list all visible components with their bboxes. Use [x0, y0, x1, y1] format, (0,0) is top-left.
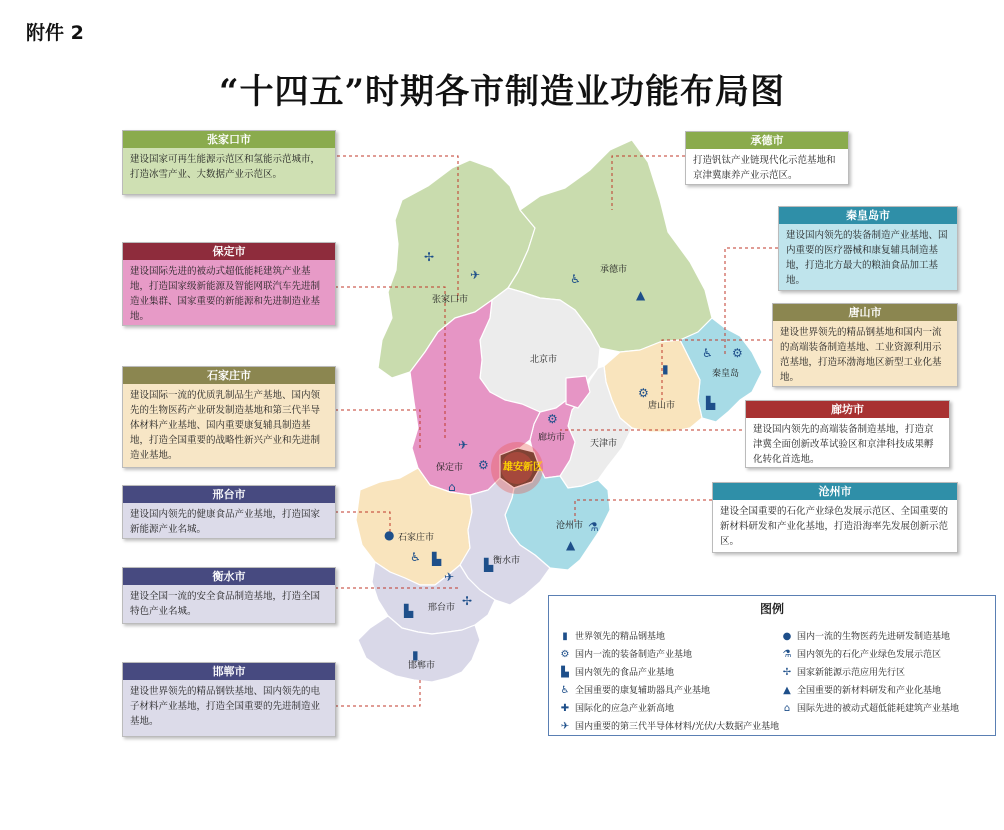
legend-label: 全国重要的新材料研发和产业化基地 [797, 686, 942, 696]
factory-icon: ▙ [404, 604, 414, 618]
wind-turbine-icon: ✢ [424, 250, 435, 264]
wheelchair-icon: ♿ [570, 272, 581, 286]
box-text: 建设国内领先的健康食品产业基地，打造国家新能源产业名城。 [130, 509, 321, 535]
satellite-icon: ✈ [560, 721, 570, 732]
satellite-icon: ✈ [470, 268, 481, 282]
house-icon: ⌂ [448, 480, 456, 494]
legend-item [781, 683, 941, 696]
legend-label: 全国重要的康复辅助器具产业基地 [575, 686, 711, 696]
box-header: 沧州市 [713, 483, 957, 500]
box-text: 建设世界领先的精品钢基地和国内一流的高端装备制造基地、工业资源利用示范基地，打造环渤海地区新型工业化基地。 [780, 327, 942, 383]
legend-item [559, 665, 674, 678]
legend-item [781, 647, 941, 660]
satellite-icon: ✈ [444, 570, 455, 584]
material-icon: ▲ [636, 288, 646, 302]
gear-icon: ⚙ [478, 458, 489, 472]
steel-icon: ▮ [412, 648, 419, 662]
box-header: 唐山市 [773, 304, 957, 321]
map-label-xiongan: 雄安新区 [503, 462, 543, 473]
map-label-xingtai: 邢台市 [428, 603, 456, 613]
attachment-label: 附件 2 [26, 22, 84, 44]
info-box-xingtai [122, 485, 336, 539]
legend-item [559, 629, 665, 642]
box-header: 廊坊市 [746, 401, 949, 418]
box-header: 衡水市 [123, 568, 335, 585]
legend-title: 图例 [759, 602, 784, 616]
emergency-icon: ✚ [560, 703, 570, 714]
map-label-langfang: 廊坊市 [538, 433, 566, 443]
box-text: 建设国内领先的高端装备制造基地，打造京津冀全面创新改革试验区和京津科技成果孵化转化首选地。 [753, 424, 934, 465]
box-header: 秦皇岛市 [779, 207, 957, 224]
legend-label: 国内领先的食品产业基地 [575, 668, 675, 678]
map-label-handan: 邯郸市 [408, 661, 436, 671]
box-text: 建设世界领先的精品钢铁基地、国内领先的电子材料产业基地，打造全国重要的先进制造业基地。 [130, 686, 321, 727]
wheelchair-icon: ♿ [410, 550, 421, 564]
factory-icon: ▙ [706, 396, 716, 410]
info-box-chengde [685, 131, 849, 185]
map-label-qinhuangdao: 秦皇岛 [712, 369, 740, 379]
info-box-shijiazhuang [122, 366, 336, 468]
box-text: 建设全国一流的安全食品制造基地，打造全国特色产业名城。 [130, 591, 321, 617]
legend-label: 世界领先的精品钢基地 [575, 632, 666, 642]
info-box-baoding [122, 242, 336, 326]
wheelchair-icon: ♿ [702, 346, 713, 360]
steel-icon: ▮ [662, 362, 669, 376]
legend-item [559, 647, 692, 660]
flask-icon: ⚗ [588, 520, 599, 534]
legend-item [559, 683, 710, 696]
house-icon: ⌂ [783, 703, 791, 714]
info-box-tangshan [772, 303, 958, 387]
legend-item [781, 629, 950, 642]
flask-icon: ⚗ [782, 649, 792, 660]
gear-icon: ⚙ [560, 649, 570, 660]
box-text: 建设国家可再生能源示范区和氢能示范城市，打造冰雪产业、大数据产业示范区。 [130, 154, 321, 180]
legend-label: 国内一流的生物医药先进研发制造基地 [797, 632, 951, 642]
map-legend [548, 595, 996, 736]
box-text: 打造钒钛产业链现代化示范基地和京津冀康养产业示范区。 [693, 155, 836, 181]
map-label-tangshan: 唐山市 [648, 401, 676, 411]
info-box-langfang [745, 400, 950, 468]
material-icon: ▲ [566, 538, 576, 552]
map-label-beijing: 北京市 [530, 355, 558, 365]
wheelchair-icon: ♿ [560, 685, 570, 696]
legend-label: 国家新能源示范应用先行区 [797, 668, 906, 678]
wind-turbine-icon: ✢ [462, 594, 473, 608]
box-text: 建设全国重要的石化产业绿色发展示范区、全国重要的新材料研发和产业化基地，打造沿海率先发展创新示范区。 [720, 506, 949, 547]
box-header: 承德市 [686, 132, 848, 149]
factory-icon: ▙ [432, 552, 442, 566]
legend-item [781, 665, 905, 678]
legend-item [781, 701, 959, 714]
map-label-baoding: 保定市 [436, 463, 464, 473]
steel-icon: ▮ [562, 631, 568, 642]
map-label-zhangjiakou: 张家口市 [432, 295, 469, 305]
gear-icon: ⚙ [547, 412, 558, 426]
info-box-qinhuangdao [778, 206, 958, 291]
box-header: 石家庄市 [123, 367, 335, 384]
legend-label: 国际先进的被动式超低能耗建筑产业基地 [797, 704, 960, 714]
info-box-zhangjiakou [122, 130, 336, 195]
info-box-handan [122, 662, 336, 737]
biomed-icon: ● [782, 631, 792, 642]
box-text: 建设国际一流的优质乳制品生产基地、国内领先的生物医药产业研发制造基地和第三代半导体材料产业基地、国内重要康复辅具制造基地，打造全国重要的战略性新兴产业和先进制造业基地。 [130, 390, 321, 461]
map-label-tianjin: 天津市 [590, 439, 618, 449]
map-label-hengshui: 衡水市 [493, 556, 521, 566]
map-label-shijiazhuang: 石家庄市 [398, 533, 435, 543]
legend-item [559, 719, 779, 732]
box-text: 建设国际先进的被动式超低能耗建筑产业基地，打造国家级新能源及智能网联汽车先进制造业集群、国家重要的新能源和先进制造业基地。 [130, 266, 321, 322]
legend-label: 国际化的应急产业新高地 [575, 704, 675, 714]
box-text: 建设国内领先的装备制造产业基地、国内重要的医疗器械和康复辅具制造基地，打造北方最大的粮油食品加工基地。 [786, 230, 948, 286]
map-label-chengde: 承德市 [600, 265, 628, 275]
info-box-hengshui [122, 567, 336, 624]
material-icon: ▲ [783, 685, 791, 696]
gear-icon: ⚙ [638, 386, 649, 400]
box-header: 邢台市 [123, 486, 335, 503]
box-header: 张家口市 [123, 131, 335, 148]
satellite-icon: ✈ [458, 438, 469, 452]
legend-item [559, 701, 674, 714]
page-title: “十四五”时期各市制造业功能布局图 [218, 72, 786, 112]
legend-label: 国内一流的装备制造产业基地 [575, 650, 693, 660]
factory-icon: ▙ [484, 558, 494, 572]
biomed-icon: ● [384, 528, 395, 542]
gear-icon: ⚙ [732, 346, 743, 360]
legend-label: 国内领先的石化产业绿色发展示范区 [797, 650, 942, 660]
wind-turbine-icon: ✢ [782, 667, 792, 678]
info-box-cangzhou [712, 482, 958, 553]
legend-label: 国内重要的第三代半导体材料/光伏/大数据产业基地 [575, 722, 780, 732]
box-header: 邯郸市 [123, 663, 335, 680]
factory-icon: ▙ [561, 667, 569, 678]
box-header: 保定市 [123, 243, 335, 260]
map-label-cangzhou: 沧州市 [556, 521, 584, 531]
